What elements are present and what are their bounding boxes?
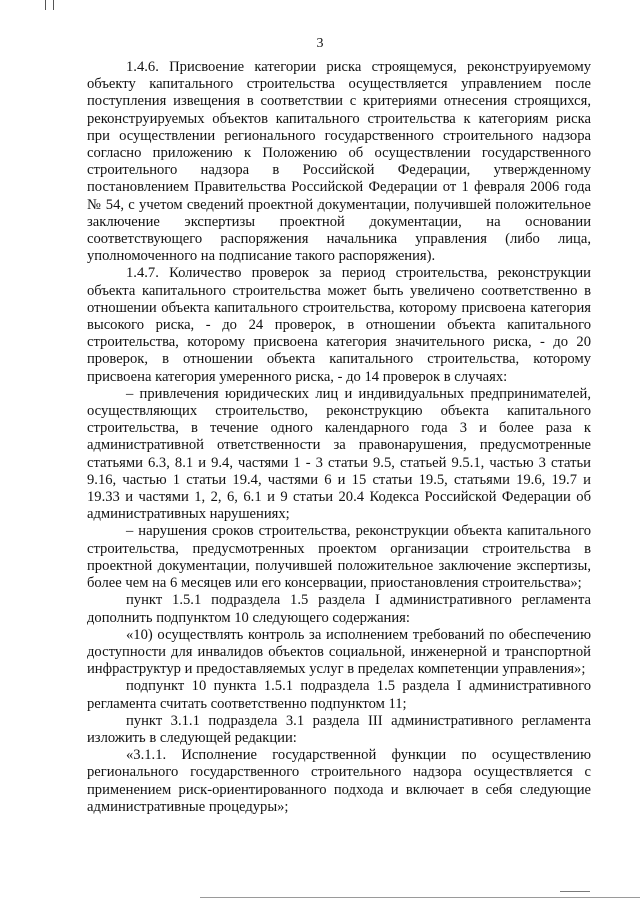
page-number: 3 xyxy=(316,36,324,51)
paragraph-1-4-6: 1.4.6. Присвоение категории риска строящемуся, реконструируемому объекту капитального строительства осуществляется управлением после поступления извещения в соответствии с критериями отнесения строящихся, реконструируемых объектов капитального строительства к категориям риска при осуществлении регионального государственного строительного надзора согласно приложению к Положению об осуществлении государственного строительного надзора в Российской Федерации, утвержденному постановлением Правительства Российской Федерации от 1 февраля 2006 года № 54, с учетом сведений проектной документации, получившей положительное заключение экспертизы проектной документации, на основании соответствующего распоряжения начальника управления (либо лица, уполномоченного на подписание такого распоряжения). xyxy=(87,59,591,265)
amendment-1-5-1: пункт 1.5.1 подраздела 1.5 раздела I административного регламента дополнить подпунктом 10 следующего содержания: xyxy=(87,592,591,626)
list-item-deadlines: – нарушения сроков строительства, реконструкции объекта капитального строительства, предусмотренных проектом организации строительства в проектной документации, получившей положительное заключение экспертизы, более чем на 6 месяцев или его консервации, приостановления строительства»; xyxy=(87,523,591,592)
scan-mark xyxy=(45,0,46,10)
list-item-violations: – привлечения юридических лиц и индивидуальных предпринимателей, осуществляющих строительство, реконструкцию объекта капитального строительства, в течение одного календарного года 3 и более раза к административной ответственности за правонарушения, предусмотренные статьями 6.3, 8.1 и 9.4, частями 1 - 3 статьи 9.5, статьей 9.5.1, частью 3 статьи 9.16, частью 1 статьи 19.4, частями 6 и 15 статьи 19.5, статьями 19.6, 19.7 и 19.33 и частями 1, 2, 6, 6.1 и 9 статьи 20.4 Кодекса Российской Федерации об административных нарушениях; xyxy=(87,385,591,523)
amendment-3-1-1: пункт 3.1.1 подраздела 3.1 раздела III административного регламента изложить в следующей редакции: xyxy=(87,712,591,746)
quote-subpoint-10: «10) осуществлять контроль за исполнением требований по обеспечению доступности для инвалидов объектов социальной, инженерной и транспортной инфраструктур и предоставляемых услуг в пределах компетенции управления»; xyxy=(87,626,591,678)
document-body xyxy=(87,59,591,816)
bottom-divider xyxy=(200,897,640,898)
paragraph-1-4-7: 1.4.7. Количество проверок за период строительства, реконструкции объекта капитального строительства может быть увеличено соответственно в отношении объекта капитального строительства, которому присвоена категория высокого риска, - до 24 проверок, в отношении объекта капитального строительства, которому присвоена категория значительного риска, - до 20 проверок, в отношении объекта капитального строительства, которому присвоена категория умеренного риска, - до 14 проверок в случаях: xyxy=(87,265,591,385)
amendment-subpoint-11: подпункт 10 пункта 1.5.1 подраздела 1.5 раздела I административного регламента считать соответственно подпунктом 11; xyxy=(87,678,591,712)
scan-mark xyxy=(53,0,54,10)
bottom-mark xyxy=(560,891,590,892)
quote-3-1-1: «3.1.1. Исполнение государственной функции по осуществлению регионального государственного строительного надзора осуществляется с применением риск-ориентированного подхода и включает в себя следующие административные процедуры»; xyxy=(87,747,591,815)
